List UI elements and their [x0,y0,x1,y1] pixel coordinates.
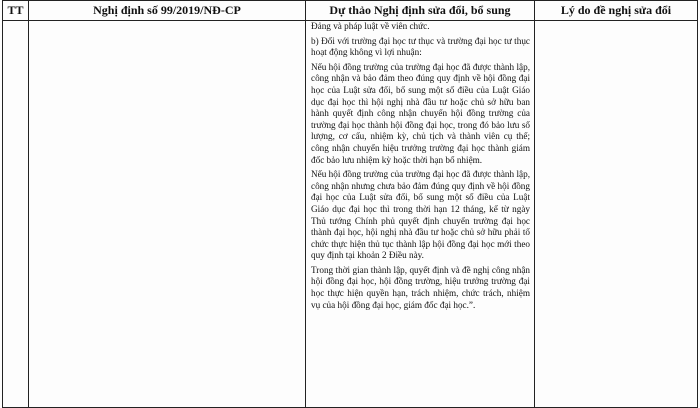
cell-draft-decree [306,21,535,408]
draft-paragraph: Nếu hội đồng trường của trường đại học đã được thành lập, công nhận nhưng chưa bảo đảm đúng quy định về hội đồng đại học của Luật sửa đổi, bổ sung một số điều của Luật Giáo dục đại học thì trong thời hạn 12 tháng, kể từ ngày Thủ tướng Chính phủ quyết định chuyển trường đại học thành đại học, hội nghị nhà đầu tư hoặc chủ sở hữu phải tổ chức thực hiện thủ tục thành lập hội đồng đại học mới theo quy định tại khoản 2 Điều này. [311,169,530,261]
table-header-row [3,1,698,21]
cell-tt [3,21,29,408]
comparison-table [2,0,698,408]
draft-paragraph: b) Đối với trường đại học tư thục và trường đại học tư thục hoạt động không vì lợi nhuận: [311,35,530,58]
draft-text [306,21,534,311]
table-row [3,21,698,408]
draft-paragraph: Đảng và pháp luật về viên chức. [311,21,430,31]
draft-paragraph: Trong thời gian thành lập, quyết định và đề nghị công nhận hội đồng đại học, hội đồng trường, hiệu trưởng trường đại học thực hiện quyền hạn, trách nhiệm, chức trách, nhiệm vụ của hội đồng đại học, giám đốc đại học.”. [311,264,530,310]
header-tt: TT [3,1,29,21]
cell-current-decree [29,21,306,408]
header-reason: Lý do đề nghị sửa đổi [535,1,698,21]
header-current-decree: Nghị định số 99/2019/NĐ-CP [29,1,306,21]
cell-reason [535,21,698,408]
draft-paragraph: Nếu hội đồng trường của trường đại học đã được thành lập, công nhận và bảo đảm theo đúng quy định về hội đồng đại học của Luật sửa đổi, bổ sung một số điều của Luật Giáo dục đại học thì hội nghị nhà đầu tư hoặc chủ sở hữu ban hành quyết định công nhận chuyển hội đồng trường của trường đại học thành hội đồng đại học, trong đó bảo lưu số lượng, cơ cấu, nhiệm kỳ, chủ tịch và thành viên cụ thể; công nhận chuyển hiệu trưởng trường đại học thành giám đốc bảo lưu nhiệm kỳ hoặc thời hạn bổ nhiệm. [311,61,530,165]
header-draft-decree: Dự thảo Nghị định sửa đổi, bổ sung [306,1,535,21]
